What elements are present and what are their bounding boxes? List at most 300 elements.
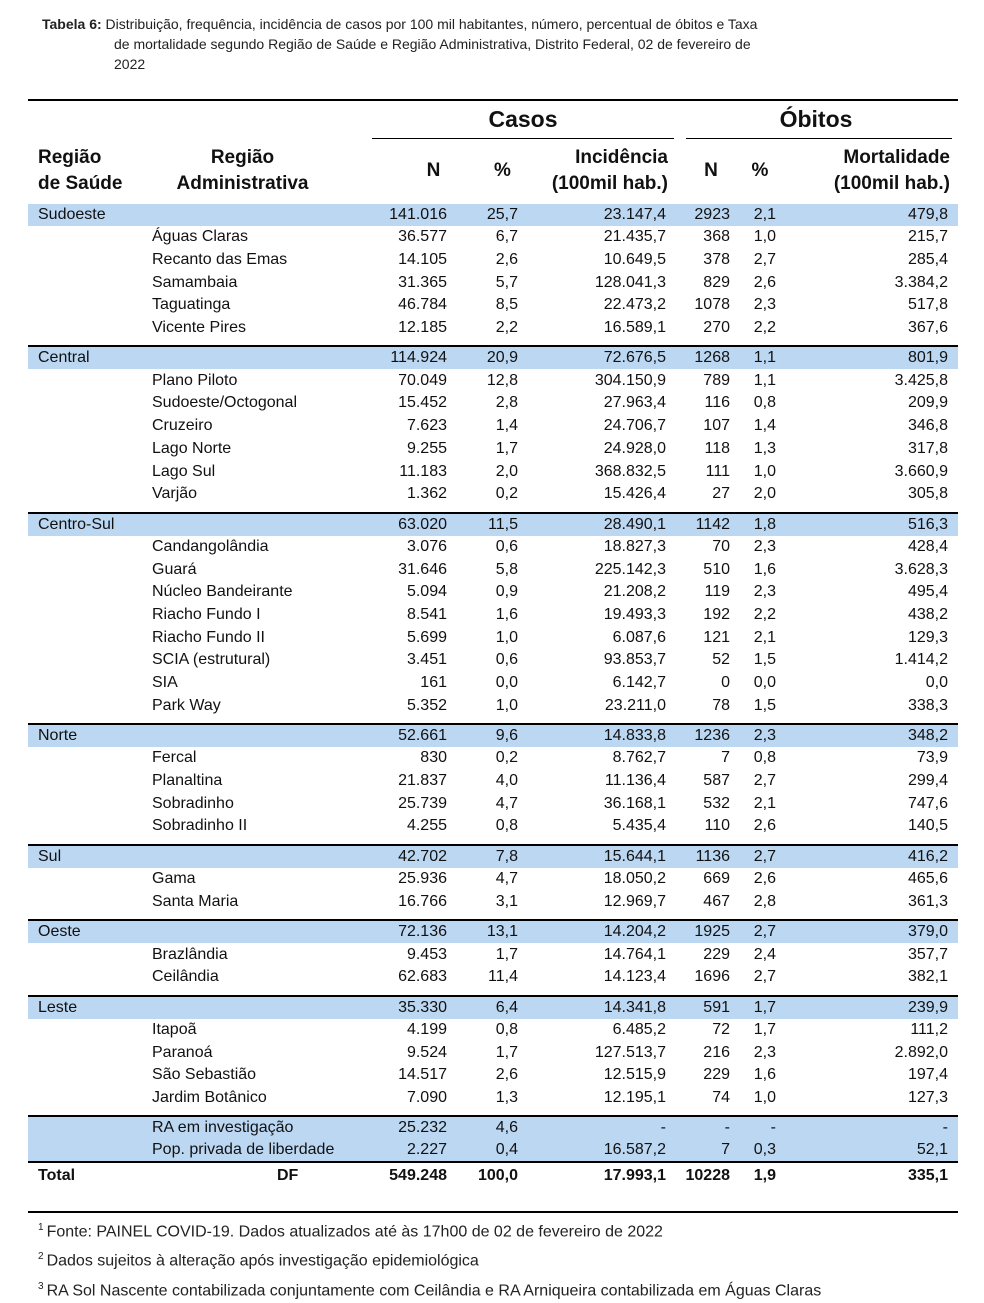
cell-mortalidade: 348,2	[784, 725, 958, 747]
ra-name: Taguatinga	[152, 296, 231, 314]
footnote-item	[38, 1244, 958, 1273]
cell-obitos-n: 229	[703, 1066, 730, 1084]
ra-row	[28, 694, 958, 717]
cell-obitos-n: 216	[703, 1043, 730, 1061]
region-row	[28, 921, 958, 943]
caption-text-3: 2022	[114, 56, 146, 72]
cell-obitos-pct: 2,7	[736, 921, 784, 943]
cell-mortalidade: 416,2	[784, 846, 958, 868]
cell-casos-pct: 4,7	[495, 870, 518, 888]
cell-incidencia: 11.136,4	[604, 772, 666, 790]
cell-casos-pct: 11,5	[475, 514, 530, 536]
ra-name: Ceilândia	[152, 968, 219, 986]
cell-incidencia: 18.827,3	[603, 537, 666, 555]
cell-incidencia: 5.435,4	[612, 817, 666, 835]
col-mortalidade: Mortalidade (100mil hab.)	[833, 147, 950, 194]
cell-obitos-pct: 1,0	[753, 1088, 776, 1106]
cell-incidencia: 6.142,7	[612, 674, 666, 692]
cell-obitos-n: 532	[703, 794, 730, 812]
ra-name: Riacho Fundo II	[152, 628, 265, 646]
total-label: Total	[38, 1167, 76, 1185]
ra-row	[28, 626, 958, 649]
cell-casos-pct: 0,4	[475, 1139, 530, 1161]
cell-obitos-n: 119	[704, 583, 730, 601]
cell-casos-n: 21.837	[398, 772, 447, 790]
cell-incidencia: 12.969,7	[603, 892, 666, 910]
cell-casos-n: 14.517	[398, 1066, 447, 1084]
cell-incidencia: 16.589,1	[603, 319, 666, 337]
cell-casos-pct: 0,0	[495, 674, 518, 692]
cell-casos-pct: 1,3	[495, 1088, 518, 1106]
cell-obitos-n: 27	[712, 485, 730, 503]
footnote-item	[38, 1215, 958, 1244]
footnote-number: 2	[38, 1251, 44, 1263]
cell-incidencia: 14.123,4	[603, 968, 666, 986]
cell-obitos-pct: 2,3	[753, 583, 776, 601]
cell-obitos-pct: 1,3	[753, 439, 776, 457]
cell-casos-n: 72.136	[372, 921, 475, 943]
cell-mortalidade: 747,6	[907, 794, 948, 812]
ra-row	[28, 558, 958, 581]
cell-casos-pct: 8,5	[495, 296, 518, 314]
cell-casos-n: 16.766	[398, 892, 447, 910]
cell-obitos-pct: 2,4	[753, 945, 776, 963]
cell-casos-n: 2.227	[372, 1139, 475, 1161]
cell-casos-n: 25.739	[398, 794, 447, 812]
cell-mortalidade: -	[784, 1117, 958, 1139]
ra-row	[28, 943, 958, 966]
ra-row	[28, 1019, 958, 1042]
ra-name: Águas Claras	[152, 228, 249, 246]
cell-casos-pct: 13,1	[475, 921, 530, 943]
cell-mortalidade: 299,4	[907, 772, 948, 790]
col-casos-n: N	[426, 160, 441, 181]
cell-casos-n: 141.016	[372, 204, 475, 226]
footnote-number: 1	[38, 1222, 44, 1233]
cell-casos-pct: 100,0	[477, 1167, 518, 1185]
cell-obitos-n: 70	[712, 537, 730, 555]
cell-obitos-n: 7	[721, 749, 730, 767]
col-regiao-saude: Região de Saúde	[38, 147, 123, 194]
cell-obitos-pct: 1,9	[753, 1167, 776, 1185]
cell-incidencia: 21.435,7	[603, 228, 666, 246]
ra-row	[28, 1064, 958, 1087]
ra-name: SCIA (estrutural)	[152, 651, 271, 669]
region-name: Leste	[28, 997, 372, 1019]
cell-incidencia: -	[530, 1117, 674, 1139]
footnote-text: Dados sujeitos à alteração após investigação epidemiológica	[46, 1252, 479, 1270]
cell-mortalidade: 209,9	[907, 394, 948, 412]
cell-incidencia: 23.211,0	[604, 696, 666, 714]
ra-name: Gama	[152, 870, 196, 888]
ra-row	[28, 770, 958, 793]
cell-casos-n: 161	[420, 674, 447, 692]
region-name: Oeste	[28, 921, 372, 943]
cell-obitos-pct: 2,0	[753, 485, 776, 503]
footnote-text: RA Sol Nascente contabilizada conjuntamente com Ceilândia e RA Arniqueira contabilizada em Águas Claras	[46, 1281, 822, 1299]
ra-row	[28, 604, 958, 627]
ra-name: Fercal	[152, 749, 197, 767]
cell-mortalidade: 338,3	[907, 696, 948, 714]
cell-obitos-pct: 2,1	[753, 794, 776, 812]
ra-name: Sobradinho II	[152, 817, 248, 835]
ra-name: Planaltina	[152, 772, 223, 790]
cell-obitos-n: 1696	[694, 968, 730, 986]
ra-row	[28, 792, 958, 815]
cell-mortalidade: 379,0	[784, 921, 958, 943]
cell-incidencia: 36.168,1	[603, 794, 666, 812]
ra-name: São Sebastião	[152, 1066, 257, 1084]
cell-mortalidade: 3.425,8	[894, 371, 948, 389]
cell-mortalidade: 127,3	[907, 1088, 948, 1106]
extra-row	[28, 1139, 958, 1161]
cell-casos-pct: 4,0	[495, 772, 518, 790]
cell-incidencia: 19.493,3	[603, 605, 666, 623]
cell-obitos-pct: 2,3	[753, 537, 776, 555]
cell-obitos-pct: 2,3	[753, 296, 776, 314]
cell-mortalidade: 239,9	[784, 997, 958, 1019]
cell-casos-pct: 2,8	[495, 394, 518, 412]
cell-mortalidade: 129,3	[907, 628, 948, 646]
cell-casos-n: 12.185	[398, 319, 447, 337]
cell-incidencia: 17.993,1	[603, 1167, 666, 1185]
total-row	[28, 1163, 958, 1188]
ra-name: Núcleo Bandeirante	[152, 583, 293, 601]
cell-mortalidade: 346,8	[907, 417, 948, 435]
cell-casos-pct: 1,7	[495, 945, 518, 963]
cell-obitos-pct: 1,1	[736, 347, 784, 369]
ra-name: Sobradinho	[152, 794, 234, 812]
cell-casos-n: 3.451	[406, 651, 447, 669]
cell-casos-pct: 1,6	[495, 605, 518, 623]
cell-obitos-n: 10228	[685, 1167, 730, 1185]
cell-obitos-n: 378	[703, 251, 730, 269]
cell-casos-pct: 9,6	[475, 725, 530, 747]
cell-obitos-pct: 2,3	[753, 1043, 776, 1061]
cell-casos-n: 11.183	[399, 462, 447, 480]
cell-obitos-pct: 2,7	[736, 846, 784, 868]
obitos-header: Óbitos	[779, 105, 853, 132]
cell-incidencia: 16.587,2	[530, 1139, 674, 1161]
region-row	[28, 514, 958, 536]
footnotes	[38, 1215, 958, 1303]
cell-obitos-n: 1268	[674, 347, 736, 369]
cell-casos-pct: 0,6	[495, 651, 518, 669]
cell-casos-pct: 7,8	[475, 846, 530, 868]
cell-casos-n: 42.702	[372, 846, 475, 868]
cell-casos-pct: 1,7	[495, 1043, 518, 1061]
cell-mortalidade: 428,4	[907, 537, 948, 555]
cell-incidencia: 127.513,7	[594, 1043, 666, 1061]
cell-casos-n: 5.699	[406, 628, 447, 646]
col-regiao-administrativa: Região Administrativa	[176, 147, 309, 194]
caption-text-2: de mortalidade segundo Região de Saúde e Região Administrativa, Distrito Federal, 02 de fevereiro de	[114, 36, 751, 52]
ra-row	[28, 536, 958, 559]
ra-row	[28, 294, 958, 317]
cell-incidencia: 225.142,3	[594, 560, 666, 578]
ra-row	[28, 317, 958, 340]
ra-row	[28, 369, 958, 392]
cell-incidencia: 24.706,7	[603, 417, 666, 435]
cell-obitos-pct: 2,6	[753, 870, 776, 888]
ra-row	[28, 815, 958, 838]
cell-incidencia: 12.195,1	[603, 1088, 666, 1106]
region-row	[28, 204, 958, 226]
cell-casos-pct: 2,0	[495, 462, 518, 480]
cell-obitos-pct: 2,1	[753, 628, 776, 646]
cell-incidencia: 368.832,5	[594, 462, 666, 480]
ra-name: Plano Piloto	[152, 371, 238, 389]
cell-obitos-pct: 1,7	[736, 997, 784, 1019]
cell-mortalidade: 197,4	[907, 1066, 948, 1084]
cell-casos-n: 830	[420, 749, 447, 767]
cell-obitos-n: 1236	[674, 725, 736, 747]
cell-mortalidade: 52,1	[784, 1139, 958, 1161]
col-obitos-pct: %	[751, 160, 769, 181]
cell-mortalidade: 382,1	[907, 968, 948, 986]
cell-casos-pct: 2,6	[495, 251, 518, 269]
cell-mortalidade: 516,3	[784, 514, 958, 536]
cell-casos-n: 4.255	[406, 817, 447, 835]
cell-incidencia: 93.853,7	[603, 651, 666, 669]
casos-header: Casos	[488, 105, 558, 132]
ra-name: Sudoeste/Octogonal	[152, 394, 297, 412]
cell-obitos-n: 587	[703, 772, 730, 790]
cell-mortalidade: 305,8	[907, 485, 948, 503]
region-row	[28, 347, 958, 369]
cell-mortalidade: 2.892,0	[894, 1043, 948, 1061]
cell-obitos-pct: 2,7	[753, 772, 776, 790]
footnote-item	[38, 1274, 958, 1303]
cell-obitos-pct: 1,0	[753, 228, 776, 246]
cell-mortalidade: 479,8	[784, 204, 958, 226]
ra-row	[28, 226, 958, 249]
cell-obitos-pct: 0,0	[753, 674, 776, 692]
ra-name: Riacho Fundo I	[152, 605, 261, 623]
ra-row	[28, 1041, 958, 1064]
total-df-label: DF	[277, 1167, 299, 1185]
ra-name: Paranoá	[152, 1043, 213, 1061]
cell-incidencia: 14.764,1	[603, 945, 666, 963]
cell-obitos-n: 118	[704, 439, 730, 457]
cell-casos-n: 35.330	[372, 997, 475, 1019]
cell-obitos-n: 78	[712, 696, 730, 714]
cell-obitos-pct: 2,7	[753, 251, 776, 269]
cell-casos-n: 8.541	[406, 605, 447, 623]
region-name: Norte	[28, 725, 372, 747]
cell-obitos-pct: 1,7	[753, 1020, 776, 1038]
cell-obitos-pct: 1,0	[753, 462, 776, 480]
cell-casos-n: 52.661	[372, 725, 475, 747]
cell-mortalidade: 3.660,9	[894, 462, 948, 480]
cell-casos-n: 63.020	[372, 514, 475, 536]
cell-incidencia: 24.928,0	[603, 439, 666, 457]
table-caption	[42, 14, 862, 74]
cell-obitos-pct: 2,3	[736, 725, 784, 747]
cell-incidencia: 304.150,9	[594, 371, 666, 389]
cell-mortalidade: 801,9	[784, 347, 958, 369]
cell-casos-pct: 0,8	[495, 817, 518, 835]
cell-mortalidade: 3.384,2	[894, 273, 948, 291]
ra-row	[28, 438, 958, 461]
cell-obitos-n: 1136	[674, 846, 736, 868]
cell-casos-pct: 1,4	[495, 417, 518, 435]
cell-mortalidade: 317,8	[907, 439, 948, 457]
cell-incidencia: 6.485,2	[612, 1020, 666, 1038]
cell-obitos-pct: 1,5	[753, 696, 776, 714]
cell-obitos-pct: 2,6	[753, 817, 776, 835]
cell-incidencia: 14.341,8	[530, 997, 674, 1019]
cell-obitos-n: 2923	[674, 204, 736, 226]
col-casos-pct: %	[494, 160, 511, 181]
ra-row	[28, 415, 958, 438]
ra-name: Recanto das Emas	[152, 251, 288, 269]
cell-obitos-pct: 2,2	[753, 319, 776, 337]
cell-obitos-n: 121	[703, 628, 730, 646]
cell-casos-n: 7.623	[406, 417, 447, 435]
cell-mortalidade: 285,4	[907, 251, 948, 269]
cell-mortalidade: 215,7	[907, 228, 948, 246]
cell-casos-pct: 0,8	[495, 1020, 518, 1038]
region-name: Sul	[28, 846, 372, 868]
cell-obitos-n: 111	[705, 462, 730, 480]
ra-name: Varjão	[152, 485, 198, 503]
cell-obitos-n: 116	[704, 394, 730, 412]
ra-name: SIA	[152, 674, 178, 692]
ra-row	[28, 392, 958, 415]
cell-obitos-pct: 2,1	[736, 204, 784, 226]
cell-casos-n: 25.936	[398, 870, 447, 888]
ra-row	[28, 581, 958, 604]
ra-name: Itapoã	[152, 1020, 197, 1038]
cell-obitos-n: -	[674, 1117, 736, 1139]
caption-text-1: Distribuição, frequência, incidência de casos por 100 mil habitantes, número, percentual de óbitos e Taxa	[105, 16, 758, 32]
cell-casos-pct: 1,7	[495, 439, 518, 457]
ra-row	[28, 672, 958, 695]
cell-mortalidade: 495,4	[907, 583, 948, 601]
ra-row	[28, 1087, 958, 1110]
cell-casos-pct: 0,2	[495, 749, 518, 767]
cell-mortalidade: 335,1	[907, 1167, 948, 1185]
cell-casos-pct: 4,6	[475, 1117, 530, 1139]
cell-incidencia: 6.087,6	[612, 628, 666, 646]
cell-obitos-pct: 2,8	[753, 892, 776, 910]
cell-casos-n: 5.094	[406, 583, 447, 601]
cell-mortalidade: 73,9	[916, 749, 948, 767]
cell-incidencia: 15.426,4	[603, 485, 666, 503]
cell-casos-n: 31.646	[398, 560, 447, 578]
cell-incidencia: 8.762,7	[612, 749, 666, 767]
cell-casos-pct: 1,0	[495, 696, 518, 714]
bottom-rule	[28, 1211, 958, 1213]
region-row	[28, 725, 958, 747]
cell-obitos-n: 270	[703, 319, 730, 337]
cell-casos-pct: 6,4	[475, 997, 530, 1019]
cell-casos-n: 25.232	[372, 1117, 475, 1139]
cell-casos-pct: 5,7	[495, 273, 518, 291]
ra-row	[28, 747, 958, 770]
cell-casos-pct: 0,9	[495, 583, 518, 601]
ra-name: Guará	[152, 560, 197, 578]
cell-incidencia: 15.644,1	[530, 846, 674, 868]
cell-obitos-pct: 1,5	[753, 651, 776, 669]
cell-mortalidade: 438,2	[907, 605, 948, 623]
cell-casos-pct: 2,2	[495, 319, 518, 337]
cell-obitos-pct: -	[736, 1117, 784, 1139]
cell-obitos-pct: 1,6	[753, 560, 776, 578]
extra-row-label: RA em investigação	[28, 1117, 372, 1139]
cell-casos-n: 36.577	[398, 228, 447, 246]
cell-incidencia: 14.204,2	[530, 921, 674, 943]
cell-casos-n: 3.076	[406, 537, 447, 555]
ra-row	[28, 966, 958, 989]
cell-casos-pct: 20,9	[475, 347, 530, 369]
cell-obitos-pct: 1,6	[753, 1066, 776, 1084]
cell-obitos-n: 7	[674, 1139, 736, 1161]
cell-obitos-n: 52	[712, 651, 730, 669]
cell-obitos-pct: 2,2	[753, 605, 776, 623]
region-row	[28, 997, 958, 1019]
cell-mortalidade: 517,8	[907, 296, 948, 314]
cell-incidencia: 21.208,2	[603, 583, 666, 601]
cell-incidencia: 22.473,2	[603, 296, 666, 314]
col-incidencia: Incidência (100mil hab.)	[551, 147, 668, 194]
ra-row	[28, 460, 958, 483]
cell-mortalidade: 357,7	[907, 945, 948, 963]
cell-casos-n: 7.090	[406, 1088, 447, 1106]
region-name: Central	[28, 347, 372, 369]
cell-obitos-n: 72	[712, 1020, 730, 1038]
cell-obitos-n: 669	[703, 870, 730, 888]
cell-casos-n: 31.365	[398, 273, 447, 291]
cell-obitos-n: 192	[703, 605, 730, 623]
cell-mortalidade: 0,0	[925, 674, 948, 692]
cell-obitos-n: 789	[703, 371, 730, 389]
cell-casos-n: 15.452	[398, 394, 447, 412]
ra-name: Candangolândia	[152, 537, 269, 555]
ra-row	[28, 271, 958, 294]
ra-name: Santa Maria	[152, 892, 239, 910]
cell-casos-pct: 2,6	[495, 1066, 518, 1084]
region-name: Sudoeste	[28, 204, 372, 226]
ra-row	[28, 868, 958, 891]
cell-incidencia: 28.490,1	[530, 514, 674, 536]
ra-name: Samambaia	[152, 273, 238, 291]
cell-casos-pct: 0,2	[495, 485, 518, 503]
ra-name: Vicente Pires	[152, 319, 246, 337]
cell-mortalidade: 465,6	[907, 870, 948, 888]
col-obitos-n: N	[704, 160, 718, 181]
cell-obitos-n: 229	[703, 945, 730, 963]
footnote-text: Fonte: PAINEL COVID-19. Dados atualizados até às 17h00 de 02 de fevereiro de 2022	[46, 1223, 663, 1241]
cell-obitos-n: 829	[703, 273, 730, 291]
cell-casos-pct: 25,7	[475, 204, 530, 226]
cell-mortalidade: 367,6	[907, 319, 948, 337]
cell-obitos-n: 467	[703, 892, 730, 910]
cell-incidencia: 23.147,4	[530, 204, 674, 226]
cell-obitos-n: 107	[703, 417, 730, 435]
cell-obitos-pct: 2,7	[753, 968, 776, 986]
ra-row	[28, 649, 958, 672]
cell-casos-n: 46.784	[398, 296, 447, 314]
cell-casos-n: 5.352	[406, 696, 447, 714]
cell-obitos-pct: 1,1	[753, 371, 776, 389]
cell-casos-pct: 0,6	[495, 537, 518, 555]
cell-obitos-pct: 0,3	[736, 1139, 784, 1161]
cell-incidencia: 72.676,5	[530, 347, 674, 369]
cell-casos-n: 9.453	[406, 945, 447, 963]
ra-name: Jardim Botânico	[152, 1088, 267, 1106]
